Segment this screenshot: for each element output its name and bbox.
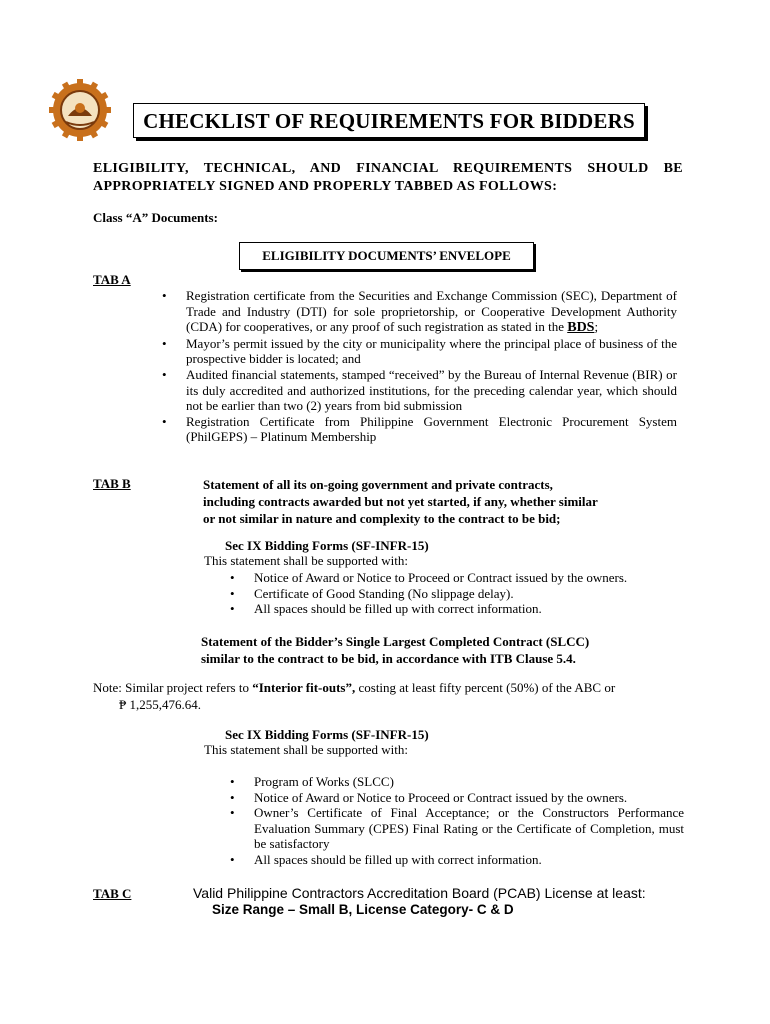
bds-link-text: BDS [567, 320, 595, 336]
tab-a-item1-end: ; [594, 319, 599, 335]
supported-with-text: This statement shall be supported with: [204, 553, 408, 568]
envelope-label: ELIGIBILITY DOCUMENTS’ ENVELOPE [262, 248, 511, 263]
class-a-label: Class “A” Documents: [93, 210, 218, 225]
list-item: • Program of Works (SLCC) [254, 774, 684, 790]
list-item: • All spaces should be filled up with correct information. [254, 601, 684, 617]
tab-c-label: TAB C [93, 886, 132, 901]
size-range-text: Size Range – Small B, License Category- C & D [212, 902, 514, 917]
note-prefix: Note: Similar project refers to [93, 680, 253, 695]
tab-a-label: TAB A [93, 272, 131, 287]
list-item: • Owner’s Certificate of Final Acceptance; or the Constructors Performance Evaluation Summary (CPES) Final Rating or the Certificate of Completion, must be satisfactory [254, 805, 684, 852]
list-item: • Audited financial statements, stamped “received” by the Bureau of Internal Revenue (BIR) or its duly accredited and authorized institutions, for the preceding calendar year, which should not be earlier than two (2) years from bid submission [186, 367, 677, 414]
slcc-line: Statement of the Bidder’s Single Largest Completed Contract (SLCC) [201, 634, 590, 649]
pcab-license-text: Valid Philippine Contractors Accreditation Board (PCAB) License at least: [193, 885, 646, 901]
document-title: CHECKLIST OF REQUIREMENTS FOR BIDDERS [143, 109, 635, 133]
slcc-statement [201, 633, 589, 667]
forms-heading: Sec IX Bidding Forms (SF-INFR-15) [225, 538, 429, 553]
list-item: • Certificate of Good Standing (No slippage delay). [254, 586, 684, 602]
similar-project-note [93, 679, 683, 713]
supported-with-text-2: This statement shall be supported with: [204, 742, 408, 757]
note-bold: “Interior fit-outs”, [252, 680, 356, 695]
forms-heading-2: Sec IX Bidding Forms (SF-INFR-15) [225, 727, 429, 742]
tab-b-support-list-2 [254, 774, 684, 868]
slcc-line: similar to the contract to be bid, in accordance with ITB Clause 5.4. [201, 651, 576, 666]
list-item: • Notice of Award or Notice to Proceed or Contract issued by the owners. [254, 570, 684, 586]
tab-b-label: TAB B [93, 476, 131, 491]
list-item: • Mayor’s permit issued by the city or municipality where the principal place of business of the prospective bidder is located; and [186, 336, 677, 367]
note-amount: ₱ 1,255,476.64. [119, 697, 201, 712]
note-suffix: costing at least fifty percent (50%) of the ABC or [355, 680, 616, 695]
envelope-label-box [239, 242, 534, 270]
eligibility-heading: ELIGIBILITY, TECHNICAL, AND FINANCIAL REQUIREMENTS SHOULD BE APPROPRIATELY SIGNED AND PROPERLY TABBED AS FOLLOWS: [93, 161, 683, 194]
agency-seal-logo [48, 78, 112, 142]
tab-b-support-list [254, 570, 684, 617]
list-item: • Notice of Award or Notice to Proceed or Contract issued by the owners. [254, 790, 684, 806]
tab-b-statement [203, 476, 598, 527]
document-title-box [133, 103, 645, 138]
tab-a-list [186, 288, 677, 445]
tab-a-item1-text: Registration certificate from the Securities and Exchange Commission (SEC), Department of Trade and Industry (DTI) for sole proprietorship, or Cooperative Development Authority (CDA) for cooperatives, or any proof of such registration as stated in the [186, 288, 677, 335]
statement-line: including contracts awarded but not yet started, if any, whether similar [203, 494, 598, 509]
list-item [186, 288, 677, 336]
statement-line: or not similar in nature and complexity to the contract to be bid; [203, 511, 561, 526]
list-item: • All spaces should be filled up with correct information. [254, 852, 684, 868]
statement-line: Statement of all its on-going government and private contracts, [203, 477, 553, 492]
list-item: • Registration Certificate from Philippine Government Electronic Procurement System (PhilGEPS) – Platinum Membership [186, 414, 677, 445]
